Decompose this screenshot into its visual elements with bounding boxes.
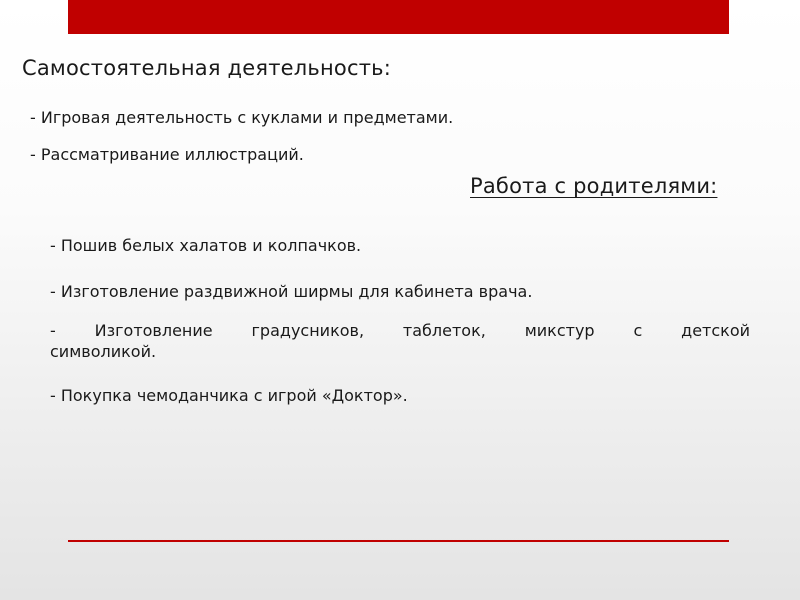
parents-work-item: - Покупка чемоданчика с игрой «Доктор». [50, 386, 408, 405]
parents-work-item-continuation: символикой. [50, 342, 157, 361]
self-activity-item: - Рассматривание иллюстраций. [30, 145, 304, 164]
top-banner [68, 0, 729, 34]
parents-work-item: - Изготовление градусников, таблеток, микстур с детской [50, 321, 750, 340]
bottom-divider [68, 540, 729, 542]
self-activity-heading: Самостоятельная деятельность: [22, 56, 391, 80]
parents-work-heading: Работа с родителями: [470, 174, 718, 198]
parents-work-item: - Изготовление раздвижной ширмы для кабинета врача. [50, 282, 533, 301]
parents-work-item: - Пошив белых халатов и колпачков. [50, 236, 362, 255]
self-activity-item: - Игровая деятельность с куклами и предметами. [30, 108, 454, 127]
